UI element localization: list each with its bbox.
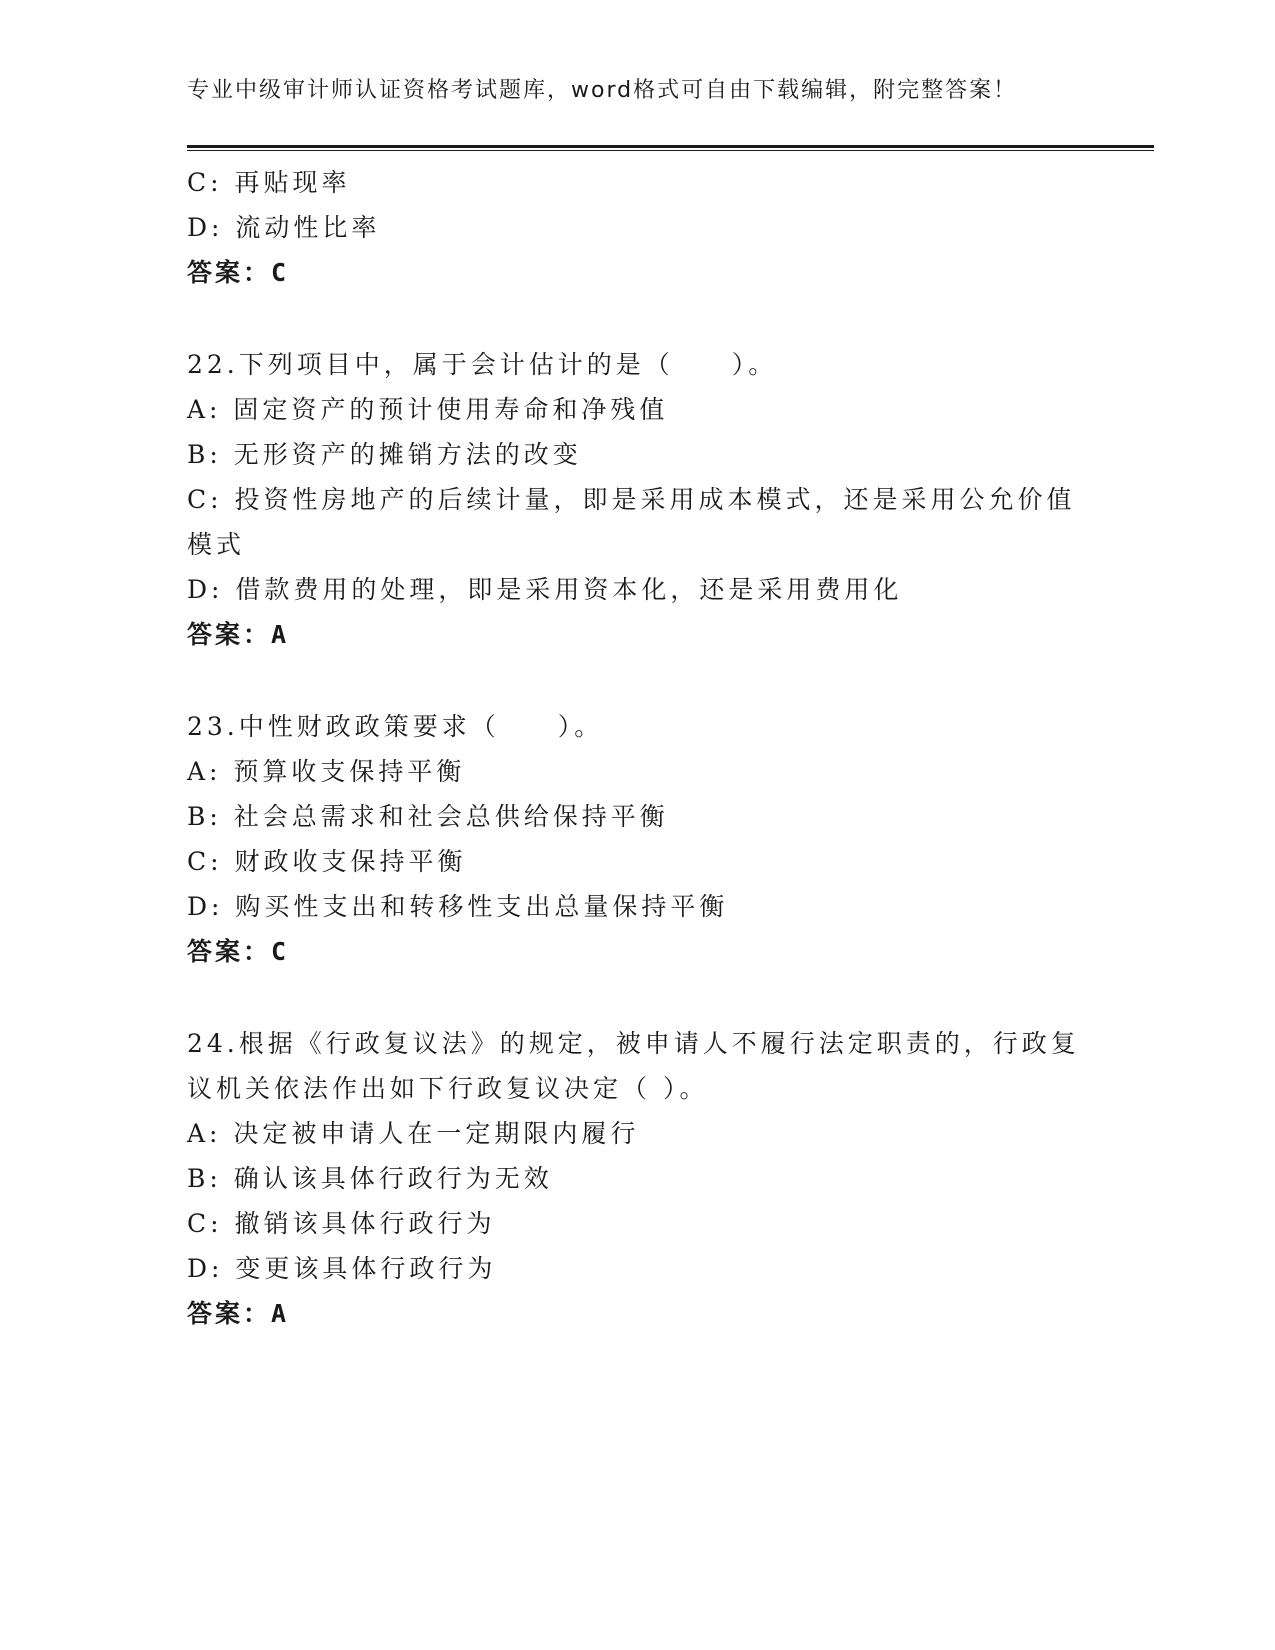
question-block-21-continued: [187, 160, 1087, 295]
answer-value: C: [271, 937, 290, 966]
header-rule: [187, 145, 1154, 148]
question-block-22: [187, 342, 1087, 657]
option-b: B: 确认该具体行政行为无效: [187, 1164, 553, 1193]
answer-line: [187, 250, 1087, 295]
spacer: [187, 974, 1087, 1021]
question-list: [187, 160, 1087, 1336]
answer-label: 答案：: [187, 937, 272, 966]
answer-label: 答案：: [187, 1299, 272, 1328]
page-header: 专业中级审计师认证资格考试题库，word格式可自由下载编辑，附完整答案！: [187, 78, 1018, 103]
option-b: B: 社会总需求和社会总供给保持平衡: [187, 802, 669, 831]
spacer: [187, 657, 1087, 704]
answer-line: [187, 1291, 1087, 1336]
question-stem: 22.下列项目中，属于会计估计的是（ ）。: [187, 350, 778, 379]
option-d: D: 购买性支出和转移性支出总量保持平衡: [187, 892, 729, 921]
answer-line: [187, 612, 1087, 657]
option-c: C: 投资性房地产的后续计量，即是采用成本模式，还是采用公允价值模式: [187, 485, 1076, 559]
option-a: A: 决定被申请人在一定期限内履行: [187, 1119, 640, 1148]
answer-label: 答案：: [187, 620, 272, 649]
option-d: D: 变更该具体行政行为: [187, 1254, 497, 1283]
option-b: B: 无形资产的摊销方法的改变: [187, 440, 582, 469]
spacer: [187, 295, 1087, 342]
question-stem: 24.根据《行政复议法》的规定，被申请人不履行法定职责的，行政复议机关依法作出如下行政复议决定（ ）。: [187, 1029, 1080, 1103]
answer-line: [187, 929, 1087, 974]
option-c: C: 财政收支保持平衡: [187, 847, 467, 876]
option-d: D: 借款费用的处理，即是采用资本化，还是采用费用化: [187, 575, 903, 604]
option-a: A: 预算收支保持平衡: [187, 757, 466, 786]
question-stem: 23.中性财政政策要求（ ）。: [187, 712, 604, 741]
answer-value: A: [271, 620, 290, 649]
question-block-23: [187, 704, 1087, 974]
question-block-24: [187, 1021, 1087, 1336]
answer-value: A: [271, 1299, 290, 1328]
answer-value: C: [271, 258, 290, 287]
option-c: C: 再贴现率: [187, 168, 351, 197]
option-a: A: 固定资产的预计使用寿命和净残值: [187, 395, 669, 424]
option-d: D: 流动性比率: [187, 213, 381, 242]
header-rule-thin: [187, 150, 1154, 151]
answer-label: 答案：: [187, 258, 272, 287]
option-c: C: 撤销该具体行政行为: [187, 1209, 496, 1238]
